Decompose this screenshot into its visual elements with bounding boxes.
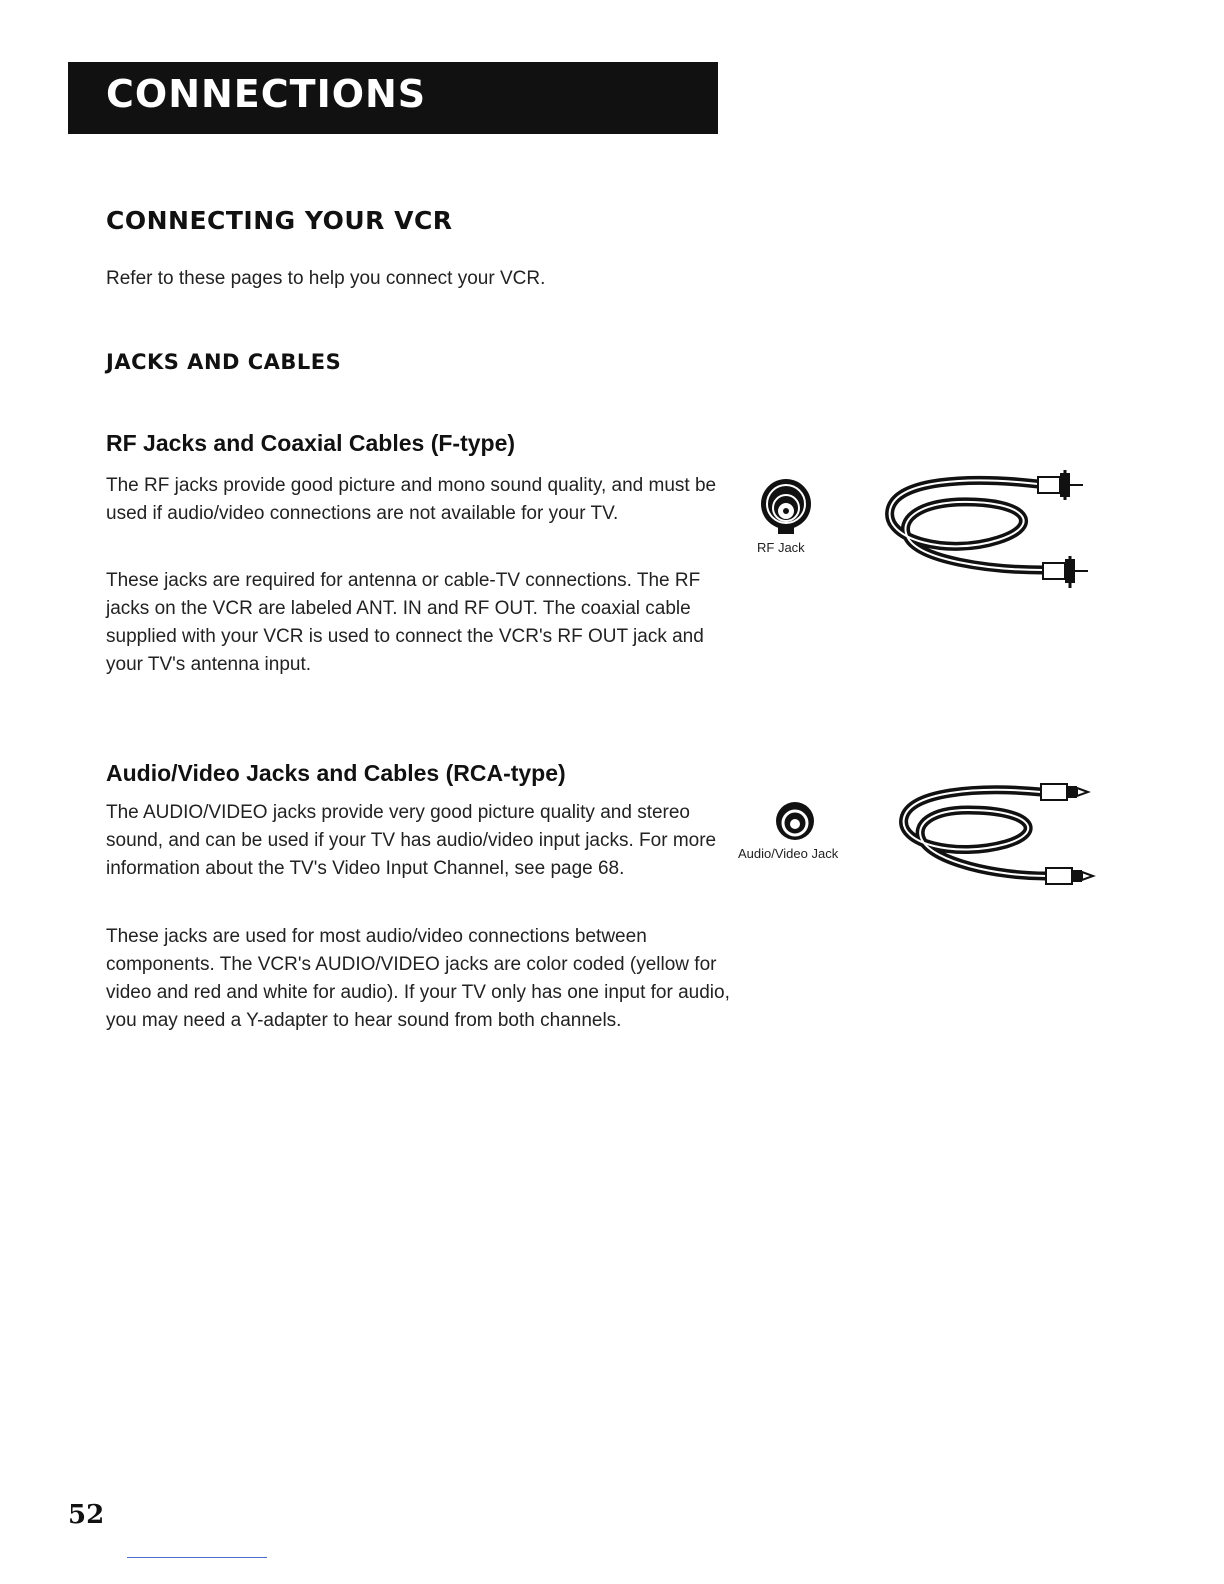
header-banner xyxy=(68,62,718,134)
rf-paragraph-1: The RF jacks provide good picture and mono sound quality, and must be used if audio/video connections are not available for your TV. xyxy=(106,475,717,524)
rca-cable-icon xyxy=(896,780,1096,895)
av-paragraph-1: The AUDIO/VIDEO jacks provide very good picture quality and stereo sound, and can be used if your TV has audio/video input jacks. For more information about the TV's Video Input Channel, see page 68. xyxy=(106,802,717,879)
page-title: CONNECTIONS xyxy=(106,72,427,116)
rf-paragraph-2: These jacks are required for antenna or cable-TV connections. The RF jacks on the VCR are labeled ANT. IN and RF OUT. The coaxial cable supplied with your VCR is used to connect the VCR's RF OUT jack and your TV's antenna input. xyxy=(106,570,704,675)
coaxial-cable-icon xyxy=(878,470,1093,595)
section-title: CONNECTING YOUR VCR xyxy=(106,206,453,235)
rf-jack-caption: RF Jack xyxy=(757,540,805,555)
rf-section-title: RF Jacks and Coaxial Cables (F-type) xyxy=(106,430,516,456)
av-paragraph-2: These jacks are used for most audio/video connections between components. The VCR's AUDIO/VIDEO jacks are color coded (yellow for video and red and white for audio). If your TV only has one input for audio, you may need a Y-adapter to hear sound from both channels. xyxy=(106,926,730,1031)
footer-rule xyxy=(127,1557,267,1558)
rf-jack-icon xyxy=(758,478,814,536)
av-section-title: Audio/Video Jacks and Cables (RCA-type) xyxy=(106,760,566,786)
av-jack-caption: Audio/Video Jack xyxy=(738,846,839,861)
section-intro: Refer to these pages to help you connect your VCR. xyxy=(106,268,546,289)
subsection-title: JACKS AND CABLES xyxy=(106,350,342,374)
av-jack-icon xyxy=(774,800,816,842)
page-number: 52 xyxy=(68,1500,105,1530)
